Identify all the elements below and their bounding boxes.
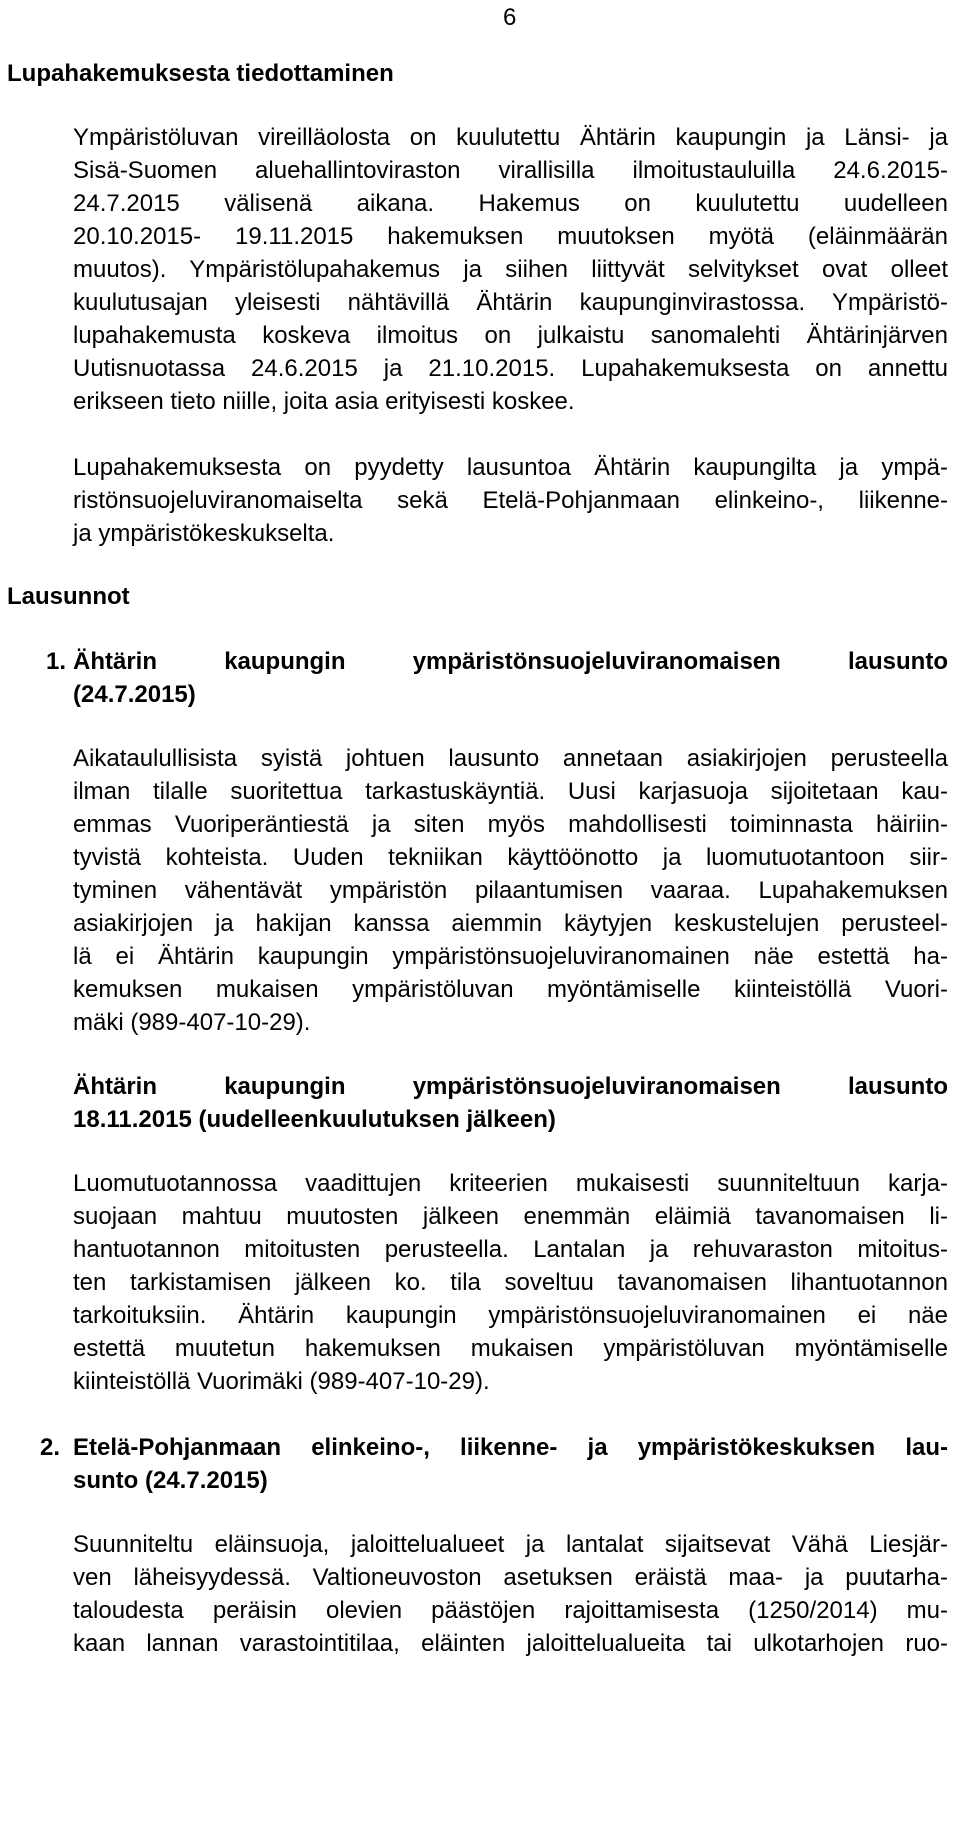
paragraph-line: lä ei Ähtärin kaupungin ympäristönsuojeluviranomainen näe estettä ha-	[73, 943, 948, 970]
paragraph-line: Ympäristöluvan vireilläolosta on kuulutettu Ähtärin kaupungin ja Länsi- ja	[73, 124, 948, 151]
paragraph-line: kuulutusajan yleisesti nähtävillä Ähtärin kaupunginvirastossa. Ympäristö-	[73, 289, 948, 316]
list-number: 2.	[40, 1434, 61, 1461]
paragraph-line: ten tarkistamisen jälkeen ko. tila soveltuu tavanomaisen lihantuotannon	[73, 1269, 948, 1296]
statement-title-line: (24.7.2015)	[73, 681, 196, 708]
statement-title-line: Etelä-Pohjanmaan elinkeino-, liikenne- ja ympäristökeskuksen lau-	[73, 1434, 948, 1461]
paragraph-line: lupahakemusta koskeva ilmoitus on julkaistu sanomalehti Ähtärinjärven	[73, 322, 948, 349]
paragraph-line: emmas Vuoriperäntiestä ja siten myös mahdollisesti toiminnasta häiriin-	[73, 811, 948, 838]
paragraph-line: mäki (989-407-10-29).	[73, 1009, 311, 1036]
paragraph-line: suojaan mahtuu muutosten jälkeen enemmän eläimiä tavanomaisen li-	[73, 1203, 948, 1230]
paragraph-line: Suunniteltu eläinsuoja, jaloittelualueet ja lantalat sijaitsevat Vähä Liesjär-	[73, 1531, 948, 1558]
paragraph-line: tyvistä kohteista. Uuden tekniikan käyttöönotto ja luomutuotantoon siir-	[73, 844, 948, 871]
paragraph-line: Sisä-Suomen aluehallintoviraston virallisilla ilmoitustauluilla 24.6.2015-	[73, 157, 948, 184]
paragraph-line: kiinteistöllä Vuorimäki (989-407-10-29).	[73, 1368, 490, 1395]
paragraph-line: Aikataulullisista syistä johtuen lausunto annetaan asiakirjojen perusteella	[73, 745, 948, 772]
paragraph-line: tyminen vähentävät ympäristön pilaantumisen vaaraa. Lupahakemuksen	[73, 877, 948, 904]
statement-subtitle-line: 18.11.2015 (uudelleenkuulutuksen jälkeen)	[73, 1106, 556, 1133]
paragraph-line: Uutisnuotassa 24.6.2015 ja 21.10.2015. Lupahakemuksesta on annettu	[73, 355, 948, 382]
paragraph-line: Lupahakemuksesta on pyydetty lausuntoa Ähtärin kaupungilta ja ympä-	[73, 454, 948, 481]
paragraph-line: hantuotannon mitoitusten perusteella. Lantalan ja rehuvaraston mitoitus-	[73, 1236, 948, 1263]
paragraph-line: ja ympäristökeskukselta.	[73, 520, 335, 547]
paragraph-line: kaan lannan varastointitilaa, eläinten jaloittelualueita tai ulkotarhojen ruo-	[73, 1630, 948, 1657]
section-heading-lausunnot: Lausunnot	[7, 583, 130, 610]
paragraph-line: taloudesta peräisin olevien päästöjen rajoittamisesta (1250/2014) mu-	[73, 1597, 948, 1624]
paragraph-line: muutos). Ympäristölupahakemus ja siihen liittyvät selvitykset ovat olleet	[73, 256, 948, 283]
statement-title-line: sunto (24.7.2015)	[73, 1467, 268, 1494]
paragraph-line: ven läheisyydessä. Valtioneuvoston asetuksen eräistä maa- ja puutarha-	[73, 1564, 948, 1591]
paragraph-line: kemuksen mukaisen ympäristöluvan myöntämiselle kiinteistöllä Vuori-	[73, 976, 948, 1003]
paragraph-line: asiakirjojen ja hakijan kanssa aiemmin käytyjen keskustelujen perusteel-	[73, 910, 948, 937]
statement-subtitle-line: Ähtärin kaupungin ympäristönsuojeluviranomaisen lausunto	[73, 1073, 948, 1100]
paragraph-line: Luomutuotannossa vaadittujen kriteerien mukaisesti suunniteltuun karja-	[73, 1170, 948, 1197]
section-heading-tiedottaminen: Lupahakemuksesta tiedottaminen	[7, 60, 394, 87]
paragraph-line: ilman tilalle suoritettua tarkastuskäyntiä. Uusi karjasuoja sijoitetaan kau-	[73, 778, 948, 805]
list-number: 1.	[46, 648, 67, 675]
paragraph-line: erikseen tieto niille, joita asia erityisesti koskee.	[73, 388, 575, 415]
paragraph-line: ristönsuojeluviranomaiselta sekä Etelä-Pohjanmaan elinkeino-, liikenne-	[73, 487, 948, 514]
paragraph-line: 20.10.2015- 19.11.2015 hakemuksen muutoksen myötä (eläinmäärän	[73, 223, 948, 250]
statement-title-line: Ähtärin kaupungin ympäristönsuojeluviranomaisen lausunto	[73, 648, 948, 675]
paragraph-line: 24.7.2015 välisenä aikana. Hakemus on kuulutettu uudelleen	[73, 190, 948, 217]
paragraph-line: estettä muutetun hakemuksen mukaisen ympäristöluvan myöntämiselle	[73, 1335, 948, 1362]
paragraph-line: tarkoituksiin. Ähtärin kaupungin ympäristönsuojeluviranomainen ei näe	[73, 1302, 948, 1329]
page-number: 6	[503, 4, 517, 31]
